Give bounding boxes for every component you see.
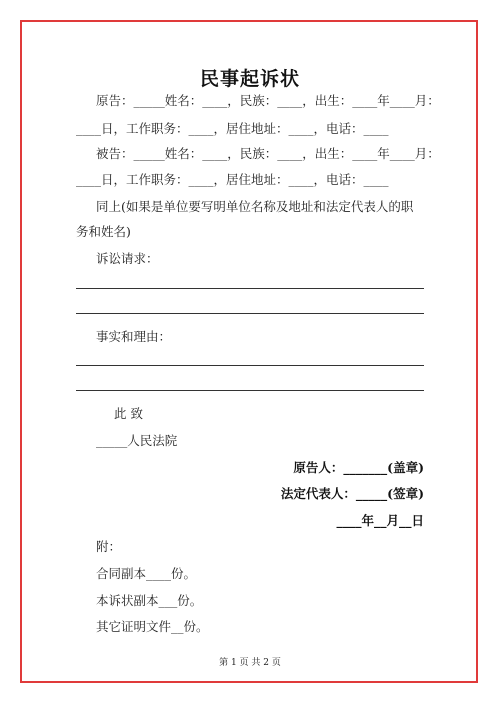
page-frame bbox=[20, 20, 478, 683]
facts-label: 事实和理由： bbox=[96, 329, 172, 344]
attachment-contract-copy: 合同副本____份。 bbox=[96, 566, 197, 581]
note-line-2: 务和姓名) bbox=[76, 224, 131, 239]
attachment-other-evidence: 其它证明文件__份。 bbox=[96, 619, 209, 634]
claims-rule-1 bbox=[76, 288, 424, 289]
defendant-line-1: 被告：_____姓名：____，民族：____，出生：____年____月： bbox=[96, 146, 440, 161]
court-name: _____人民法院 bbox=[96, 433, 178, 448]
attachments-label: 附： bbox=[96, 539, 122, 554]
defendant-line-2: ____日，工作职务：____，居住地址：____，电话：____ bbox=[76, 172, 389, 187]
plaintiff-line-2: ____日，工作职务：____，居住地址：____，电话：____ bbox=[76, 121, 389, 136]
closing-phrase: 此 致 bbox=[114, 406, 143, 421]
signature-legal-rep: 法定代表人：_____(签章) bbox=[280, 486, 424, 501]
facts-rule-1 bbox=[76, 365, 424, 366]
attachment-complaint-copy: 本诉状副本___份。 bbox=[96, 593, 203, 608]
signature-plaintiff: 原告人：_______(盖章) bbox=[293, 460, 424, 475]
document-title: 民事起诉状 bbox=[199, 68, 300, 90]
claims-label: 诉讼请求： bbox=[96, 251, 159, 266]
plaintiff-line-1: 原告：_____姓名：____，民族：____，出生：____年____月： bbox=[96, 93, 440, 108]
signature-date: ____年__月__日 bbox=[336, 513, 424, 528]
claims-rule-2 bbox=[76, 313, 424, 314]
note-line-1: 同上(如果是单位要写明单位名称及地址和法定代表人的职 bbox=[96, 199, 414, 214]
facts-rule-2 bbox=[76, 390, 424, 391]
page-indicator: 第 1 页 共 2 页 bbox=[219, 658, 281, 668]
